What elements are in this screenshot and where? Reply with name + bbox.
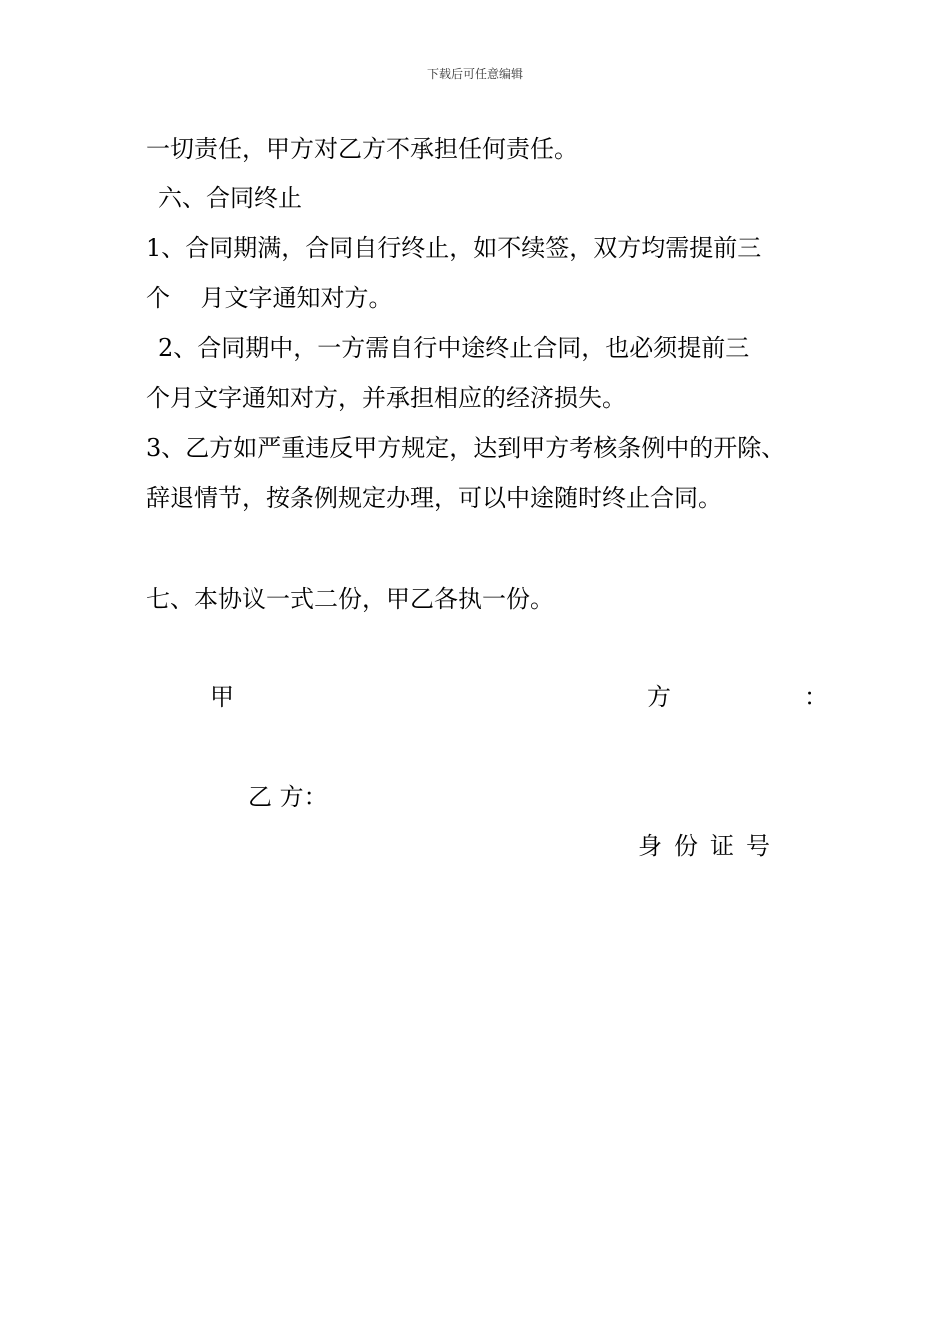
id-number-label: 身份证号 <box>638 832 782 860</box>
page-header: 下载后可任意编辑 <box>426 67 523 81</box>
party-b-label: 乙 方： <box>248 783 328 811</box>
party-a-label-colon: ： <box>804 683 828 711</box>
party-a-label-char2: 方 <box>647 683 671 711</box>
paragraph-line: 2、合同期中，一方需自行中途终止合同，也必须提前三 <box>158 334 750 362</box>
paragraph-line: 个月文字通知对方，并承担相应的经济损失。 <box>146 384 626 412</box>
paragraph-line: 辞退情节，按条例规定办理，可以中途随时终止合同。 <box>146 484 722 512</box>
paragraph-line: 3、乙方如严重违反甲方规定，达到甲方考核条例中的开除、 <box>146 434 786 462</box>
paragraph-line: 个 月文字通知对方。 <box>146 284 393 312</box>
paragraph-line: 1、合同期满，合同自行终止，如不续签，双方均需提前三 <box>146 234 762 262</box>
paragraph-line: 一切责任，甲方对乙方不承担任何责任。 <box>146 135 578 163</box>
section-heading-copies: 七、本协议一式二份，甲乙各执一份。 <box>146 585 554 613</box>
section-heading-termination: 六、合同终止 <box>158 184 302 212</box>
party-a-label-char1: 甲 <box>210 683 234 711</box>
